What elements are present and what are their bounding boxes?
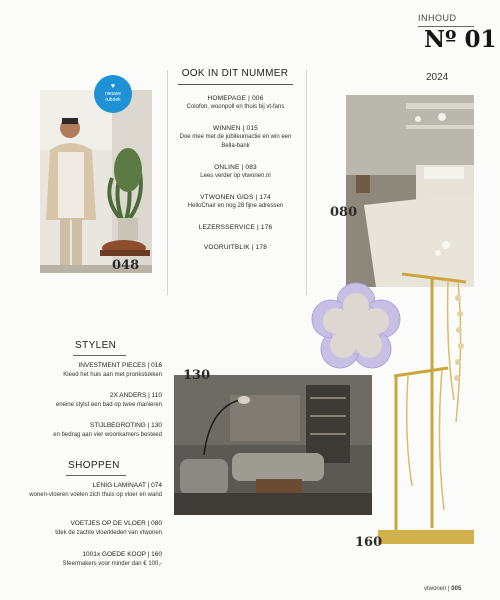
stylen-entry-desc: eneine stylst een bad op twee manieren: [55, 401, 162, 408]
toc-entry-title: HOMEPAGE | 006: [207, 95, 264, 102]
page-footer: [424, 586, 461, 592]
living-room-page-number: 130: [183, 368, 211, 383]
toc-entry-desc: Colofon, woonpoll en thuis bij vt-fans: [186, 104, 285, 110]
stylen-entry-stijlbegroting[interactable]: [20, 422, 162, 439]
stylen-entry-desc: Kleed het huis aan met pronkstukken: [63, 371, 162, 378]
toc-entry-online[interactable]: [178, 163, 293, 181]
toc-entry-title: VOORUITBLIK | 178: [203, 244, 268, 251]
shoppen-entry-voetjes[interactable]: [20, 520, 162, 537]
stylen-entry-title: 2X ANDERS | 110: [109, 392, 162, 399]
jewelry-photo[interactable]: [308, 268, 488, 568]
badge-line-2: rubriek: [105, 97, 121, 103]
bedroom-photo[interactable]: [346, 95, 474, 287]
toc-entry-vooruitblik[interactable]: [178, 243, 293, 252]
stylen-entry-investment[interactable]: [20, 362, 162, 379]
toc-entry-vtwonen-gids[interactable]: [178, 193, 293, 211]
footer-brand: vtwonen: [424, 586, 447, 592]
shoppen-entry-goede-koop[interactable]: [20, 551, 162, 568]
issue-year: 2024: [426, 72, 449, 83]
stylen-title: STYLEN: [75, 340, 117, 351]
issue-number: Nº 01: [424, 26, 497, 53]
toc-entry-desc: Doe mee met de jubileumactie en win een Bella-bank: [179, 134, 292, 149]
stylen-rule: [73, 355, 126, 356]
shoppen-entry-laminaat[interactable]: [20, 482, 162, 499]
toc-entry-title: WINNEN | 015: [213, 125, 258, 132]
footer-separator: |: [448, 586, 452, 592]
toc-entry-winnen[interactable]: [178, 124, 293, 151]
stylen-entry-title: INVESTMENT PIECES | 016: [78, 362, 162, 369]
shoppen-entry-desc: Sfeermakers voor minder dan € 100,-: [62, 560, 162, 567]
shoppen-entry-title: VOETJES OP DE VLOER | 080: [70, 520, 162, 527]
column-divider-left: [167, 70, 168, 295]
toc-entry-desc: Lees verder op vtwonen.nl: [200, 173, 271, 179]
bedroom-page-number: 080: [330, 205, 358, 220]
shoppen-entry-title: LENIG LAMINAAT | 074: [92, 482, 162, 489]
column-divider-right: [306, 70, 307, 295]
shoppen-rule: [66, 475, 126, 476]
stylen-entry-2x-anders[interactable]: [20, 392, 162, 409]
badge-line-1: nieuwe: [105, 91, 121, 97]
shoppen-entry-desc: wonen-vloeren voelen zich thuis op vloer en wand: [29, 491, 162, 498]
jewelry-page-number: 160: [355, 535, 383, 550]
toc-entry-lezersservice[interactable]: [178, 223, 293, 232]
toc-entry-title: VTWONEN GIDS | 174: [200, 194, 271, 201]
footer-page-number: 005: [451, 586, 462, 592]
stylen-entry-desc: en bedrag aan vier woonkamers besteed: [53, 431, 162, 438]
shoppen-entry-title: 1001x GOEDE KOOP | 160: [82, 551, 162, 558]
new-section-badge: [94, 75, 132, 113]
ook-in-dit-nummer-title: OOK IN DIT NUMMER: [181, 68, 289, 79]
stylen-entry-title: STIJLBEGROTING | 130: [89, 422, 162, 429]
toc-entry-homepage[interactable]: [178, 94, 293, 112]
toc-entry-title: ONLINE | 083: [214, 164, 257, 171]
heart-icon: ♥: [110, 83, 116, 90]
portrait-page-number: 048: [112, 258, 140, 273]
portrait-photo[interactable]: [40, 90, 152, 273]
toc-entry-title: LEZERSSERVICE | 176: [198, 224, 273, 231]
shoppen-title: SHOPPEN: [68, 460, 120, 471]
shoppen-entry-desc: tdek de zachte vloerkleden van vtwonen: [55, 529, 162, 536]
section-label: INHOUD: [418, 13, 457, 23]
toc-entry-desc: HelloChair en nog 28 fijne adressen: [187, 203, 284, 209]
ook-title-rule: [178, 84, 293, 85]
